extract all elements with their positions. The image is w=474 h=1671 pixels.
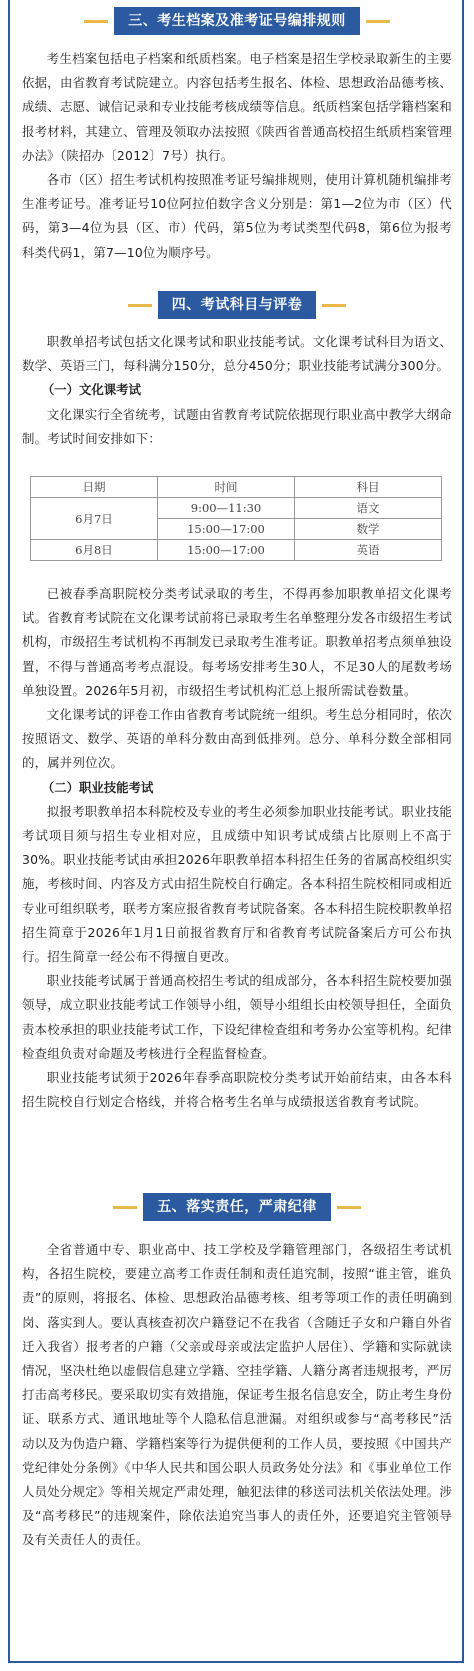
- paragraph: 职教单招考试包括文化课考试和职业技能考试。文化课考试科目为语文、数学、英语三门，每科满分150分，总分450分；职业技能考试满分300分。: [22, 334, 452, 374]
- table-header-date: 日期: [31, 477, 158, 498]
- heading-deco-right: [366, 20, 390, 23]
- table-row: [31, 540, 442, 561]
- heading-deco-left: [84, 20, 108, 23]
- table-header-time: 时间: [158, 477, 295, 498]
- heading-deco-right: [337, 1206, 361, 1209]
- heading-deco-left: [128, 304, 152, 307]
- section-4-title: 四、考试科目与评卷: [158, 291, 317, 319]
- heading-deco-right: [322, 304, 346, 307]
- exam-schedule-table: [30, 476, 442, 561]
- paragraph: 拟报考职教单招本科院校及专业的考生必须参加职业技能考试。职业技能考试项目须与招生专业相对应，且成绩中知识考试成绩占比原则上不高于30%。职业技能考试由承担2026年职教单招本科招生任务的省属高校组织实施，考核时间、内容及方式由招生院校自行确定。各本科招生院校相同或相近专业可组织联考，联考方案应报省教育考试院备案。各本科招生院校职教单招招生简章于2026年1月1日前报省教育厅和省教育考试院备案后方可公布执行。招生简章一经公布不得擅自更改。: [22, 803, 452, 965]
- section-3-title: 三、考生档案及准考证号编排规则: [114, 7, 360, 35]
- paragraph: 职业技能考试须于2026年春季高职院校分类考试开始前结束，由各本科招生院校自行划定合格线，并将合格考生名单与成绩报送省教育考试院。: [22, 1070, 452, 1110]
- heading-deco-left: [113, 1206, 137, 1209]
- section-3-body: [22, 47, 452, 265]
- table-cell-subject: 数学: [295, 519, 442, 540]
- paragraph: 文化课考试的评卷工作由省教育考试院统一组织。考生总分相同时，依次按照语文、数学、英语的单科分数由高到低排列。总分、单科分数全部相同的，属并列位次。: [22, 707, 452, 771]
- paragraph: 各市（区）招生考试机构按照准考证号编排规则，使用计算机随机编排考生准考证号。准考证号10位阿拉伯数字含义分别是：第1—2位为市（区）代码，第3—4位为县（区、市）代码，第5位为考试类型代码8，第6位为报考科类代码1，第7—10位为顺序号。: [22, 172, 452, 260]
- section-4-body: [22, 582, 452, 1114]
- subheading-skills-exam: （二）职业技能考试: [41, 779, 154, 795]
- table-cell-date: 6月7日: [31, 498, 158, 540]
- table-cell-subject: 英语: [295, 540, 442, 561]
- section-3-heading: [0, 6, 474, 36]
- table-cell-date: 6月8日: [31, 540, 158, 561]
- section-5-title: 五、落实责任，严肃纪律: [143, 1193, 331, 1221]
- section-4-intro: [22, 330, 452, 451]
- paragraph: 考生档案包括电子档案和纸质档案。电子档案是招生学校录取新生的主要依据，由省教育考试院建立。内容包括考生报名、体检、思想政治品德考核、成绩、志愿、诚信记录和专业技能考核成绩等信息。纸质档案包括学籍档案和报考材料，其建立、管理及领取办法按照《陕西省普通高校招生纸质档案管理办法》（陕招办〔2012〕7号）执行。: [22, 51, 452, 163]
- section-5-heading: [0, 1192, 474, 1222]
- table-header-subject: 科目: [295, 477, 442, 498]
- table-cell-time: 15:00—17:00: [158, 519, 295, 540]
- section-4-heading: [0, 290, 474, 320]
- table-cell-time: 15:00—17:00: [158, 540, 295, 561]
- paragraph: 职业技能考试属于普通高校招生考试的组成部分，各本科招生院校要加强领导，成立职业技能考试工作领导小组，领导小组组长由校领导担任，全面负责本校承担的职业技能考试工作，下设纪律检查组和考务办公室等机构。纪律检查组负责对命题及考核进行全程监督检查。: [22, 973, 452, 1061]
- table-cell-subject: 语文: [295, 498, 442, 519]
- subheading-culture-exam: （一）文化课考试: [41, 382, 141, 398]
- table-cell-time: 9:00—11:30: [158, 498, 295, 519]
- table-row: [31, 498, 442, 519]
- paragraph: 已被春季高职院校分类考试录取的考生，不得再参加职教单招文化课考试。省教育考试院在文化课考试前将已录取考生名单整理分发各市级招生考试机构，市级招生考试机构不再制发已录取考生准考证。职教单招考点须单独设置，不得与普通高考考点混设。每考场安排考生30人，不足30人的尾数考场单独设置。2026年5月初，市级招生考试机构汇总上报所需试卷数量。: [22, 586, 452, 698]
- paragraph: 文化课实行全省统考，试题由省教育考试院依据现行职业高中教学大纲命制。考试时间安排如下：: [22, 406, 452, 446]
- paragraph: 全省普通中专、职业高中、技工学校及学籍管理部门，各级招生考试机构，各招生院校，要建立高考工作责任制和责任追究制，按照“谁主管，谁负责”的原则，将报名、体检、思想政治品德考核、组考等项工作的责任明确到岗、落实到人。要认真核查初次户籍登记不在我省（含随迁子女和户籍自外省迁入我省）报考者的户籍（父亲或母亲或法定监护人居住）、学籍和实际就读情况，坚决杜绝以虚假信息建立学籍、空挂学籍、人籍分离者违规报考，严厉打击高考移民。要采取切实有效措施，保证考生报名信息安全，防止考生身份证、联系方式、通讯地址等个人隐私信息泄漏。对组织或参与“高考移民”活动以及为伪造户籍、学籍档案等行为提供便利的工作人员，要按照《中国共产党纪律处分条例》《中华人民共和国公职人员政务处分法》和《事业单位工作人员处分规定》等相关规定严肃处理，触犯法律的移送司法机关依法处理。涉及“高考移民”的违规案件，除依法追究当事人的责任外，还要追究主管领导及有关责任人的责任。: [22, 1242, 452, 1548]
- section-5-body: [22, 1238, 452, 1553]
- table-header-row: [31, 477, 442, 498]
